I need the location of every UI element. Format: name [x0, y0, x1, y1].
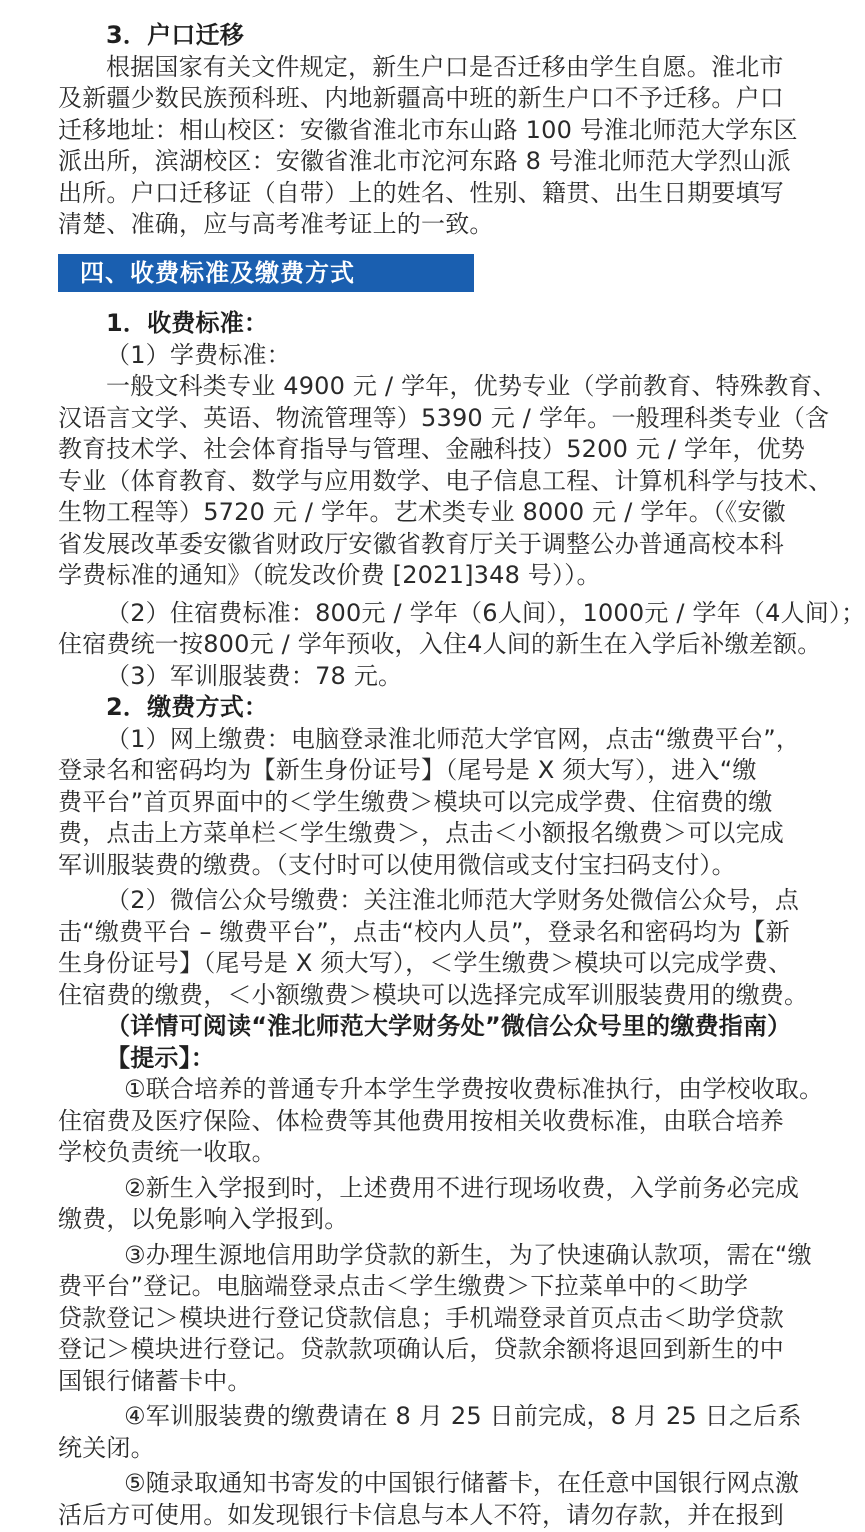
tips-label: 【提示】：	[106, 1044, 215, 1072]
paragraph-line: 专业（体育教育、数学与应用数学、电子信息工程、计算机科学与技术、	[58, 467, 833, 495]
paragraph-line: 教育技术学、社会体育指导与管理、金融科技）5200 元 / 学年，优势	[58, 435, 806, 463]
paragraph-line: 生身份证号】（尾号是 X 须大写），＜学生缴费＞模块可以完成学费、	[58, 949, 793, 977]
paragraph-line: 击“缴费平台 – 缴费平台”，点击“校内人员”，登录名和密码均为【新	[58, 918, 790, 946]
paragraph-line: 学费标准的通知》（皖发改价费 [2021]348 号））。	[58, 561, 601, 589]
paragraph-line: 根据国家有关文件规定，新生户口是否迁移由学生自愿。淮北市	[106, 53, 784, 81]
tip-item: ④军训服装费的缴费请在 8 月 25 日前完成，8 月 25 日之后系	[124, 1402, 802, 1430]
paragraph-line: 出所。户口迁移证（自带）上的姓名、性别、籍贯、出生日期要填写	[58, 179, 784, 207]
paragraph-line: 清楚、准确，应与高考准考证上的一致。	[58, 210, 494, 238]
section-heading-hukou: 3．户口迁移	[106, 21, 244, 49]
paragraph-line: （3）军训服装费：78 元。	[106, 662, 403, 690]
paragraph-line: 住宿费及医疗保险、体检费等其他费用按相关收费标准，由联合培养	[58, 1107, 784, 1135]
paragraph-line: 费平台”首页界面中的＜学生缴费＞模块可以完成学费、住宿费的缴	[58, 788, 773, 816]
tip-item: ③办理生源地信用助学贷款的新生，为了快速确认款项，需在“缴	[124, 1241, 812, 1269]
paragraph-line: 费平台”登记。电脑端登录点击＜学生缴费＞下拉菜单中的＜助学	[58, 1272, 749, 1300]
tip-item: ⑤随录取通知书寄发的中国银行储蓄卡，在任意中国银行网点激	[124, 1469, 800, 1497]
subheading-payment-method: 2．缴费方式：	[106, 693, 269, 721]
paragraph-line: 统关闭。	[58, 1434, 155, 1462]
paragraph-line: 迁移地址：相山校区：安徽省淮北市东山路 100 号淮北师范大学东区	[58, 116, 798, 144]
paragraph-line: 生物工程等）5720 元 / 学年。艺术类专业 8000 元 / 学年。（《安徽	[58, 498, 786, 526]
paragraph-line: 缴费，以免影响入学报到。	[58, 1205, 349, 1233]
paragraph-line: 住宿费统一按800元 / 学年预收，入住4人间的新生在入学后补缴差额。	[58, 630, 822, 658]
paragraph-line: 及新疆少数民族预科班、内地新疆高中班的新生户口不予迁移。户口	[58, 84, 784, 112]
paragraph-line: 国银行储蓄卡中。	[58, 1367, 252, 1395]
subheading-fee-standard: 1．收费标准：	[106, 309, 269, 337]
paragraph-line: 学校负责统一收取。	[58, 1138, 276, 1166]
tip-item: ②新生入学报到时，上述费用不进行现场收费，入学前务必完成	[124, 1174, 800, 1202]
paragraph-line: 住宿费的缴费，＜小额缴费＞模块可以选择完成军训服装费用的缴费。	[58, 981, 809, 1009]
paragraph-line: 汉语言文学、英语、物流管理等）5390 元 / 学年。一般理科类专业（含	[58, 404, 830, 432]
paragraph-line: 登记＞模块进行登记。贷款款项确认后，贷款余额将退回到新生的中	[58, 1335, 784, 1363]
tip-item: ①联合培养的普通专升本学生学费按收费标准执行，由学校收取。	[124, 1075, 824, 1103]
paragraph-line: （2）微信公众号缴费：关注淮北师范大学财务处微信公众号，点	[106, 886, 800, 914]
section-banner-fees: 四、收费标准及缴费方式	[58, 254, 474, 292]
paragraph-line: 派出所，滨湖校区：安徽省淮北市沱河东路 8 号淮北师范大学烈山派	[58, 147, 791, 175]
paragraph-line: 省发展改革委安徽省财政厅安徽省教育厅关于调整公办普通高校本科	[58, 530, 784, 558]
paragraph-line: 费，点击上方菜单栏＜学生缴费＞，点击＜小额报名缴费＞可以完成	[58, 819, 784, 847]
tuition-label: （1）学费标准：	[106, 341, 291, 369]
paragraph-line: （1）网上缴费：电脑登录淮北师范大学官网，点击“缴费平台”，	[106, 725, 801, 753]
paragraph-line: 军训服装费的缴费。（支付时可以使用微信或支付宝扫码支付）。	[58, 851, 736, 879]
paragraph-line: 登录名和密码均为【新生身份证号】（尾号是 X 须大写），进入“缴	[58, 756, 757, 784]
paragraph-line: （2）住宿费标准：800元 / 学年（6人间），1000元 / 学年（4人间）；	[106, 599, 865, 627]
paragraph-line: 一般文科类专业 4900 元 / 学年，优势专业（学前教育、特殊教育、	[106, 372, 837, 400]
paragraph-line: 活后方可使用。如发现银行卡信息与本人不符，请勿存款，并在报到	[58, 1501, 784, 1529]
payment-guide-note: （详情可阅读“淮北师范大学财务处”微信公众号里的缴费指南）	[106, 1012, 792, 1040]
paragraph-line: 贷款登记＞模块进行登记贷款信息；手机端登录首页点击＜助学贷款	[58, 1304, 784, 1332]
